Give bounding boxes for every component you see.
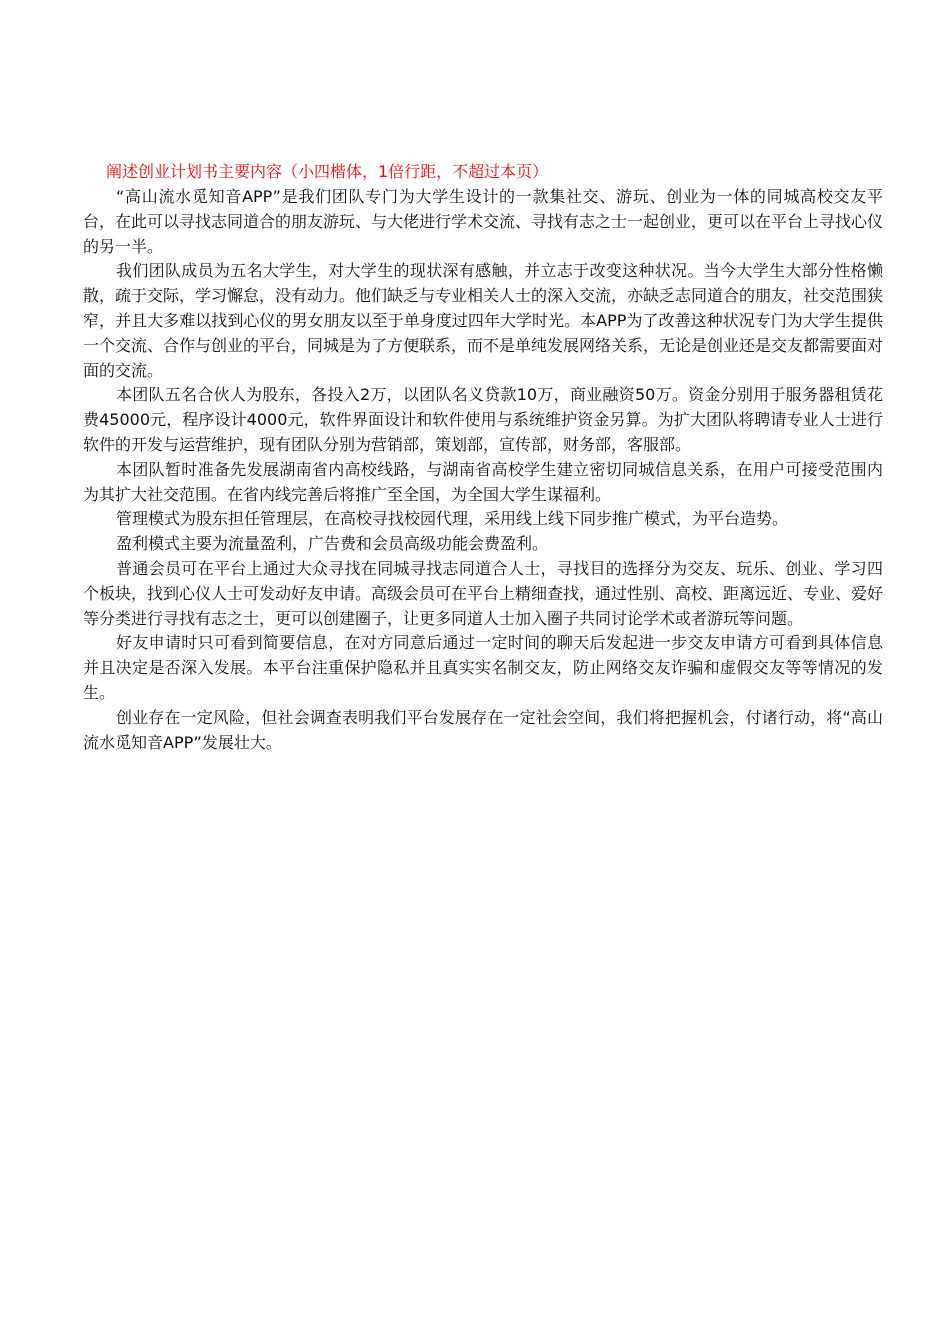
paragraph-membership: 普通会员可在平台上通过大众寻找在同城寻找志同道合人士，寻找目的选择分为交友、玩乐、创业、学习四个板块，找到心仪人士可发动好友申请。高级会员可在平台上精细查找，通过性别、高校、距离远近、专业、爱好等分类进行寻找有志之士，更可以创建圈子，让更多同道人士加入圈子共同讨论学术或者游玩等问题。 (83, 558, 884, 628)
paragraph-funding: 本团队五名合伙人为股东，各投入2万，以团队名义贷款10万，商业融资50万。资金分别用于服务器租赁花费45000元，程序设计4000元，软件界面设计和软件使用与系统维护资金另算。为扩大团队将聘请专业人士进行软件的开发与运营维护，现有团队分别为营销部，策划部，宣传部，财务部，客服部。 (83, 385, 883, 454)
instruction-heading: 阐述创业计划书主要内容（小四楷体，1倍行距，不超过本页） (106, 162, 549, 181)
paragraph-expansion-plan: 本团队暂时准备先发展湖南省内高校线路，与湖南省高校学生建立密切同城信息关系，在用户可接受范围内为其扩大社交范围。在省内线完善后将推广至全国，为全国大学生谋福利。 (83, 459, 883, 504)
document-page (83, 160, 883, 755)
paragraph-management-model: 管理模式为股东担任管理层，在高校寻找校园代理，采用线上线下同步推广模式，为平台造势。 (116, 509, 789, 529)
paragraph-conclusion: 创业存在一定风险，但社会调查表明我们平台发展存在一定社会空间，我们将把握机会，付诸行动，将“高山流水觅知音APP”发展壮大。 (83, 707, 883, 752)
paragraph-profit-model: 盈利模式主要为流量盈利，广告费和会员高级功能会费盈利。 (116, 534, 549, 554)
paragraph-team-background: 我们团队成员为五名大学生，对大学生的现状深有感触，并立志于改变这种状况。当今大学生大部分性格懒散，疏于交际，学习懈怠，没有动力。他们缺乏与专业相关人士的深入交流，亦缺乏志同道合的朋友，社交范围狭窄，并且大多难以找到心仪的男女朋友以至于单身度过四年大学时光。本APP为了改善这种状况专门为大学生提供一个交流、合作与创业的平台，同城是为了方便联系，而不是单纯发展网络关系，无论是创业还是交友都需要面对面的交流。 (83, 261, 884, 380)
paragraph-privacy: 好友申请时只可看到简要信息，在对方同意后通过一定时间的聊天后发起进一步交友申请方可看到具体信息并且决定是否深入发展。本平台注重保护隐私并且真实实名制交友，防止网络交友诈骗和虚假交友等等情况的发生。 (83, 633, 883, 702)
paragraph-intro: “高山流水觅知音APP”是我们团队专门为大学生设计的一款集社交、游玩、创业为一体的同城高校交友平台，在此可以寻找志同道合的朋友游玩、与大佬进行学术交流、寻找有志之士一起创业，更可以在平台上寻找心仪的另一半。 (83, 187, 884, 256)
